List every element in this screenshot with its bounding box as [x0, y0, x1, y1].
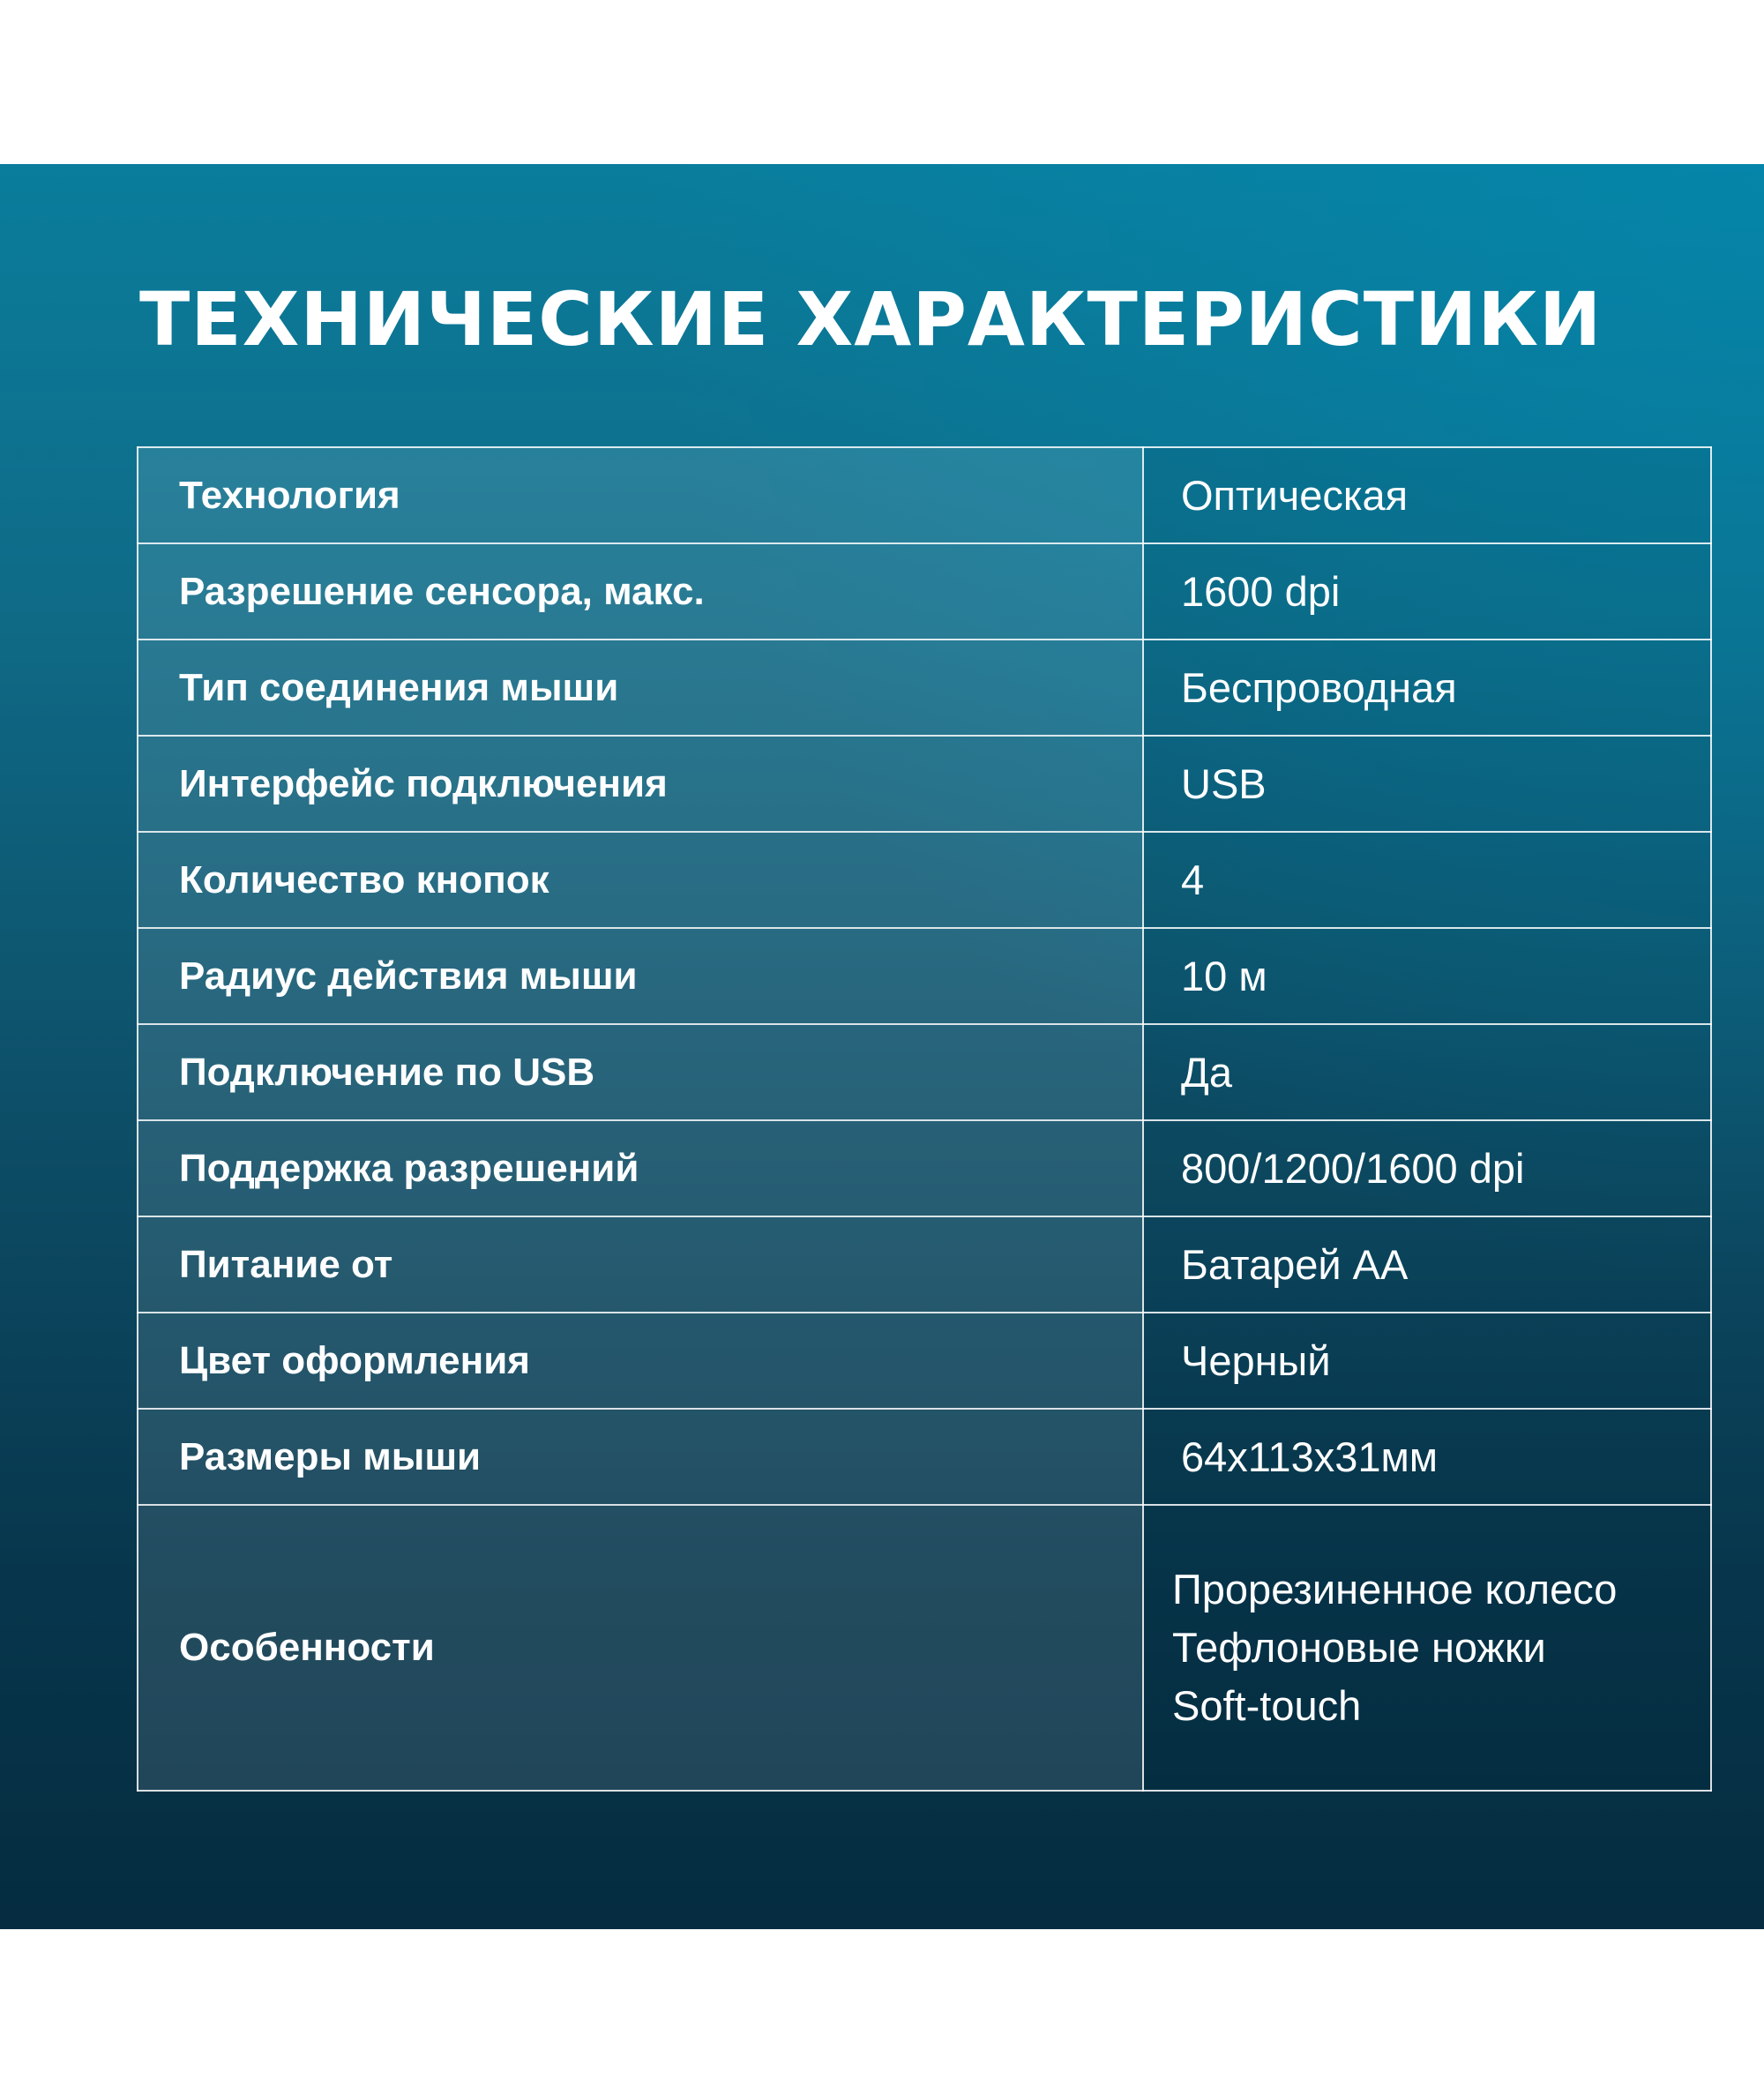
feature-item: Soft-touch: [1172, 1682, 1362, 1729]
spec-value: 64х113х31мм: [1143, 1409, 1711, 1505]
spec-value: Черный: [1143, 1313, 1711, 1409]
spec-value: 10 м: [1143, 928, 1711, 1024]
spec-value: 1600 dpi: [1143, 543, 1711, 640]
page-title: ТЕХНИЧЕСКИЕ ХАРАКТЕРИСТИКИ: [139, 276, 1603, 363]
table-row: [138, 832, 1711, 928]
spec-name: Подключение по USB: [138, 1024, 1143, 1120]
spec-value: 800/1200/1600 dpi: [1143, 1120, 1711, 1216]
table-row: [138, 1024, 1711, 1120]
spec-value: Да: [1143, 1024, 1711, 1120]
spec-value: Беспроводная: [1143, 640, 1711, 736]
spec-name: Тип соединения мыши: [138, 640, 1143, 736]
table-row: [138, 928, 1711, 1024]
spec-value-list: [1143, 1505, 1711, 1791]
spec-name: Поддержка разрешений: [138, 1120, 1143, 1216]
spec-value: Батарей АА: [1143, 1216, 1711, 1313]
table-row: [138, 543, 1711, 640]
specs-table: [137, 446, 1712, 1792]
spec-name: Особенности: [138, 1505, 1143, 1791]
spec-name: Технология: [138, 447, 1143, 543]
spec-name: Интерфейс подключения: [138, 736, 1143, 832]
table-row: [138, 736, 1711, 832]
table-row-features: [138, 1505, 1711, 1791]
spec-name: Количество кнопок: [138, 832, 1143, 928]
table-row: [138, 1313, 1711, 1409]
table-row: [138, 1216, 1711, 1313]
table-row: [138, 1409, 1711, 1505]
spec-name: Цвет оформления: [138, 1313, 1143, 1409]
feature-item: Прорезиненное колесо: [1172, 1566, 1618, 1612]
spec-name: Разрешение сенсора, макс.: [138, 543, 1143, 640]
spec-name: Размеры мыши: [138, 1409, 1143, 1505]
specs-panel: [0, 164, 1764, 1929]
spec-value: USB: [1143, 736, 1711, 832]
table-row: [138, 640, 1711, 736]
table-row: [138, 1120, 1711, 1216]
spec-name: Радиус действия мыши: [138, 928, 1143, 1024]
spec-value: 4: [1143, 832, 1711, 928]
spec-name: Питание от: [138, 1216, 1143, 1313]
spec-value: Оптическая: [1143, 447, 1711, 543]
feature-item: Тефлоновые ножки: [1172, 1624, 1546, 1671]
table-row: [138, 447, 1711, 543]
